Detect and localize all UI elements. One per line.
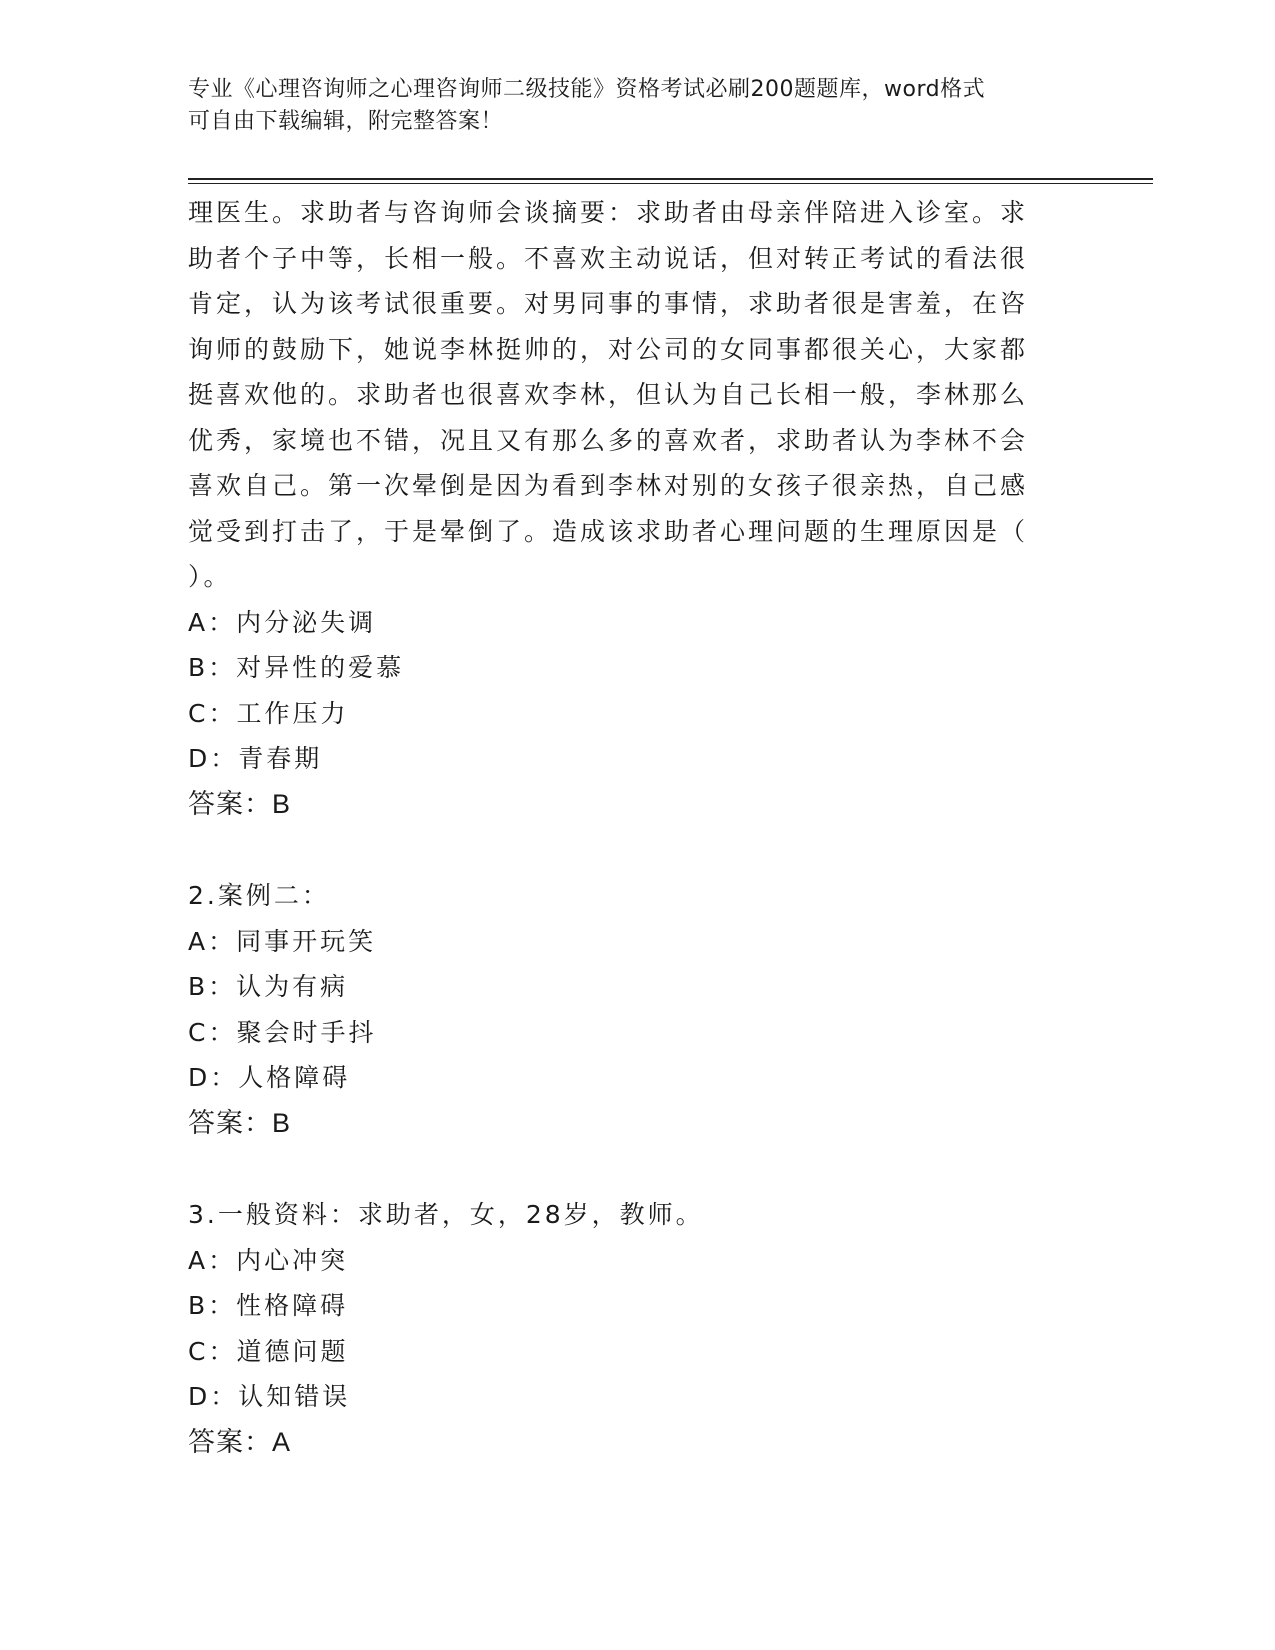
answer-label: 答案： [188, 1107, 272, 1138]
question-1-option-a: A：内分泌失调 [188, 607, 377, 637]
question-3-stem: 3.一般资料：求助者，女，28岁，教师。 [188, 1200, 704, 1229]
question-2-option-d: D：人格障碍 [188, 1063, 351, 1092]
question-2 [188, 873, 1068, 1146]
question-1-answer [188, 782, 1068, 828]
header-rule-thin [188, 183, 1153, 184]
question-3-answer [188, 1420, 1068, 1466]
question-3-option-c: C：道德问题 [188, 1336, 349, 1366]
header-rule-thick [188, 178, 1153, 180]
question-2-answer [188, 1101, 1068, 1147]
question-2-option-b: B：认为有病 [188, 972, 349, 1001]
question-2-stem: 2.案例二： [188, 881, 330, 910]
question-1-text-line: 助者个子中等，长相一般。不喜欢主动说话，但对转正考试的看法很 [188, 243, 1029, 273]
question-1-text-line: ）。 [188, 562, 232, 591]
question-2-option-c: C：聚会时手抖 [188, 1017, 377, 1047]
question-1-text-line: 理医生。求助者与咨询师会谈摘要：求助者由母亲伴陪进入诊室。求 [188, 198, 1029, 227]
question-1-text-line: 喜欢自己。第一次晕倒是因为看到李林对别的女孩子很亲热，自己感 [188, 471, 1029, 500]
question-3-option-a: A：内心冲突 [188, 1245, 349, 1275]
answer-label: 答案： [188, 788, 272, 819]
answer-label: 答案： [188, 1426, 272, 1457]
question-1-text-line: 觉受到打击了，于是晕倒了。造成该求助者心理问题的生理原因是（ [188, 516, 1029, 546]
question-3-option-b: B：性格障碍 [188, 1291, 349, 1320]
document-body [188, 190, 1068, 1465]
header-line-2: 可自由下载编辑，附完整答案！ [188, 109, 504, 134]
question-1-option-d: D：青春期 [188, 744, 323, 773]
header-line-1: 专业《心理咨询师之心理咨询师二级技能》资格考试必刷200题题库，word格式 [188, 77, 986, 102]
question-1-text-line: 询师的鼓励下，她说李林挺帅的，对公司的女同事都很关心，大家都 [188, 334, 1029, 364]
answer-value: B [272, 1107, 292, 1138]
page-header [188, 74, 1088, 138]
answer-value: A [272, 1426, 292, 1457]
answer-value: B [272, 788, 292, 819]
question-1-option-b: B：对异性的爱慕 [188, 653, 405, 682]
question-1-text-line: 优秀，家境也不错，况且又有那么多的喜欢者，求助者认为李林不会 [188, 425, 1029, 455]
question-3-option-d: D：认知错误 [188, 1382, 351, 1411]
question-1-text-line: 挺喜欢他的。求助者也很喜欢李林，但认为自己长相一般，李林那么 [188, 380, 1029, 409]
question-1-text-line: 肯定，认为该考试很重要。对男同事的事情，求助者很是害羞，在咨 [188, 289, 1029, 318]
question-2-option-a: A：同事开玩笑 [188, 926, 377, 956]
question-1-option-c: C：工作压力 [188, 698, 349, 728]
question-1 [188, 190, 1068, 827]
question-3 [188, 1192, 1068, 1465]
